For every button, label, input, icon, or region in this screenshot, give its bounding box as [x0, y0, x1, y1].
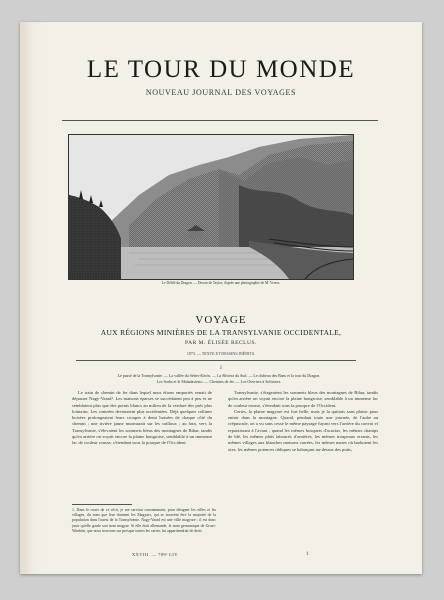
section-number: I	[220, 366, 222, 371]
volume-folio: XXVIII. — 709ᵉ LIV.	[132, 552, 179, 557]
journal-page	[20, 22, 422, 574]
article-divider	[76, 360, 356, 361]
page-binding-shadow	[20, 22, 42, 574]
chapter-summary-line-1: Le passé de la Transylvanie. — La vallée du Sebes-Körös. — La Riviera du Sud. — Le château des Bans et la tour du Dragon.	[117, 373, 321, 378]
article-byline: PAR M. ÉLISÉE RECLUS.	[185, 340, 257, 346]
masthead-subtitle: NOUVEAU JOURNAL DES VOYAGES	[145, 88, 297, 97]
footnote	[72, 508, 216, 534]
article-date-line: 1873. — TEXTE ET DESSINS INÉDITS.	[186, 351, 256, 356]
page-number: 1	[306, 552, 309, 557]
engraving-illustration	[68, 134, 354, 280]
paragraph: Transylvanie, s'étageaient les sommets bleus des montagnes de Bihar, tandis qu'en arrière on voyait encore la plaine hongroise, semblable à un immense lac de couleur rousse, s'étendant sous la pourpre de l'Occident.	[228, 390, 378, 408]
paragraph: Certes, la plaine magyare est fort belle, mais je la quittais sans plaisir pour entrer dans la montagne. Quand, pendant toute une journée, de l'aube au crépuscule, on a vu sans cesse le même paysage fuyant vers l'arrière du convoi et reparaissant à l'avant ; quand les mêmes bosquets d'acacias, les mêmes champs de blé, les mêmes pâtis labourés d'ornières, les mêmes troupeaux errants, les mêmes villages aux blanches maisons carrées, les mêmes mares où barbotent les oies, les mêmes potences obliques se balançant au-dessus des puits,	[228, 408, 378, 452]
article-title: VOYAGE	[195, 314, 247, 326]
illustration-caption: Le Défilé du Dragon. — Dessin de Taylor, d'après une photographie de M. Veress.	[161, 281, 281, 285]
chapter-summary	[80, 373, 358, 384]
paragraph: Le train de chemin de fer dans lequel nous étions emportés venait de dépasser Nagy-Varad¹. Les maisons éparses se succédaient peu à peu et ne semblaient plus que des points blancs au milieu de la verdure des prés plus lointains. Les contrées devenaient plus accidentées. Déjà quelques collines boisées prolongeaient leurs croupes à demi boisées de chaque côté du chemin ; une rivière jaune murmurait sur les cailloux ; au loin, vers la Transylvanie, s'élevaient les sommets bleus des montagnes de Bihar, tandis qu'en arrière on voyait encore la plaine hongroise, semblable à un immense lac de couleur rousse, s'étendant sous la pourpre de l'Occident.	[72, 390, 212, 446]
mountain-gorge-engraving	[69, 135, 353, 279]
chapter-summary-line-2: Les Sorbs et le Maladasiesto. — Chemins de fer. — Les Ouvriers à Solitraws.	[156, 378, 282, 384]
masthead-title: LE TOUR DU MONDE	[86, 56, 356, 83]
masthead-divider	[62, 120, 378, 121]
article-subtitle: AUX RÉGIONS MINIÈRES DE LA TRANSYLVANIE OCCIDENTALE,	[100, 328, 342, 337]
text-column-right	[228, 390, 378, 453]
text-column-left	[72, 390, 212, 447]
footnote-text: 1. Dans le cours de ce récit, je me servirai constamment, pour désigner les villes et les villages, du nom que leur donnent les Magyars, qui se trouvent être la majorité de la population dans l'ouest de la Transylvanie. Nagy-Varad est une ville magyare ; il est donc juste qu'elle garde son nom magyar. Si elle était allemande, le nom germanique de Gross-Wardein, que nous trouvons sur presque toutes les cartes, lui appartiendrait de droit.	[72, 508, 216, 533]
footnote-divider	[72, 504, 132, 505]
